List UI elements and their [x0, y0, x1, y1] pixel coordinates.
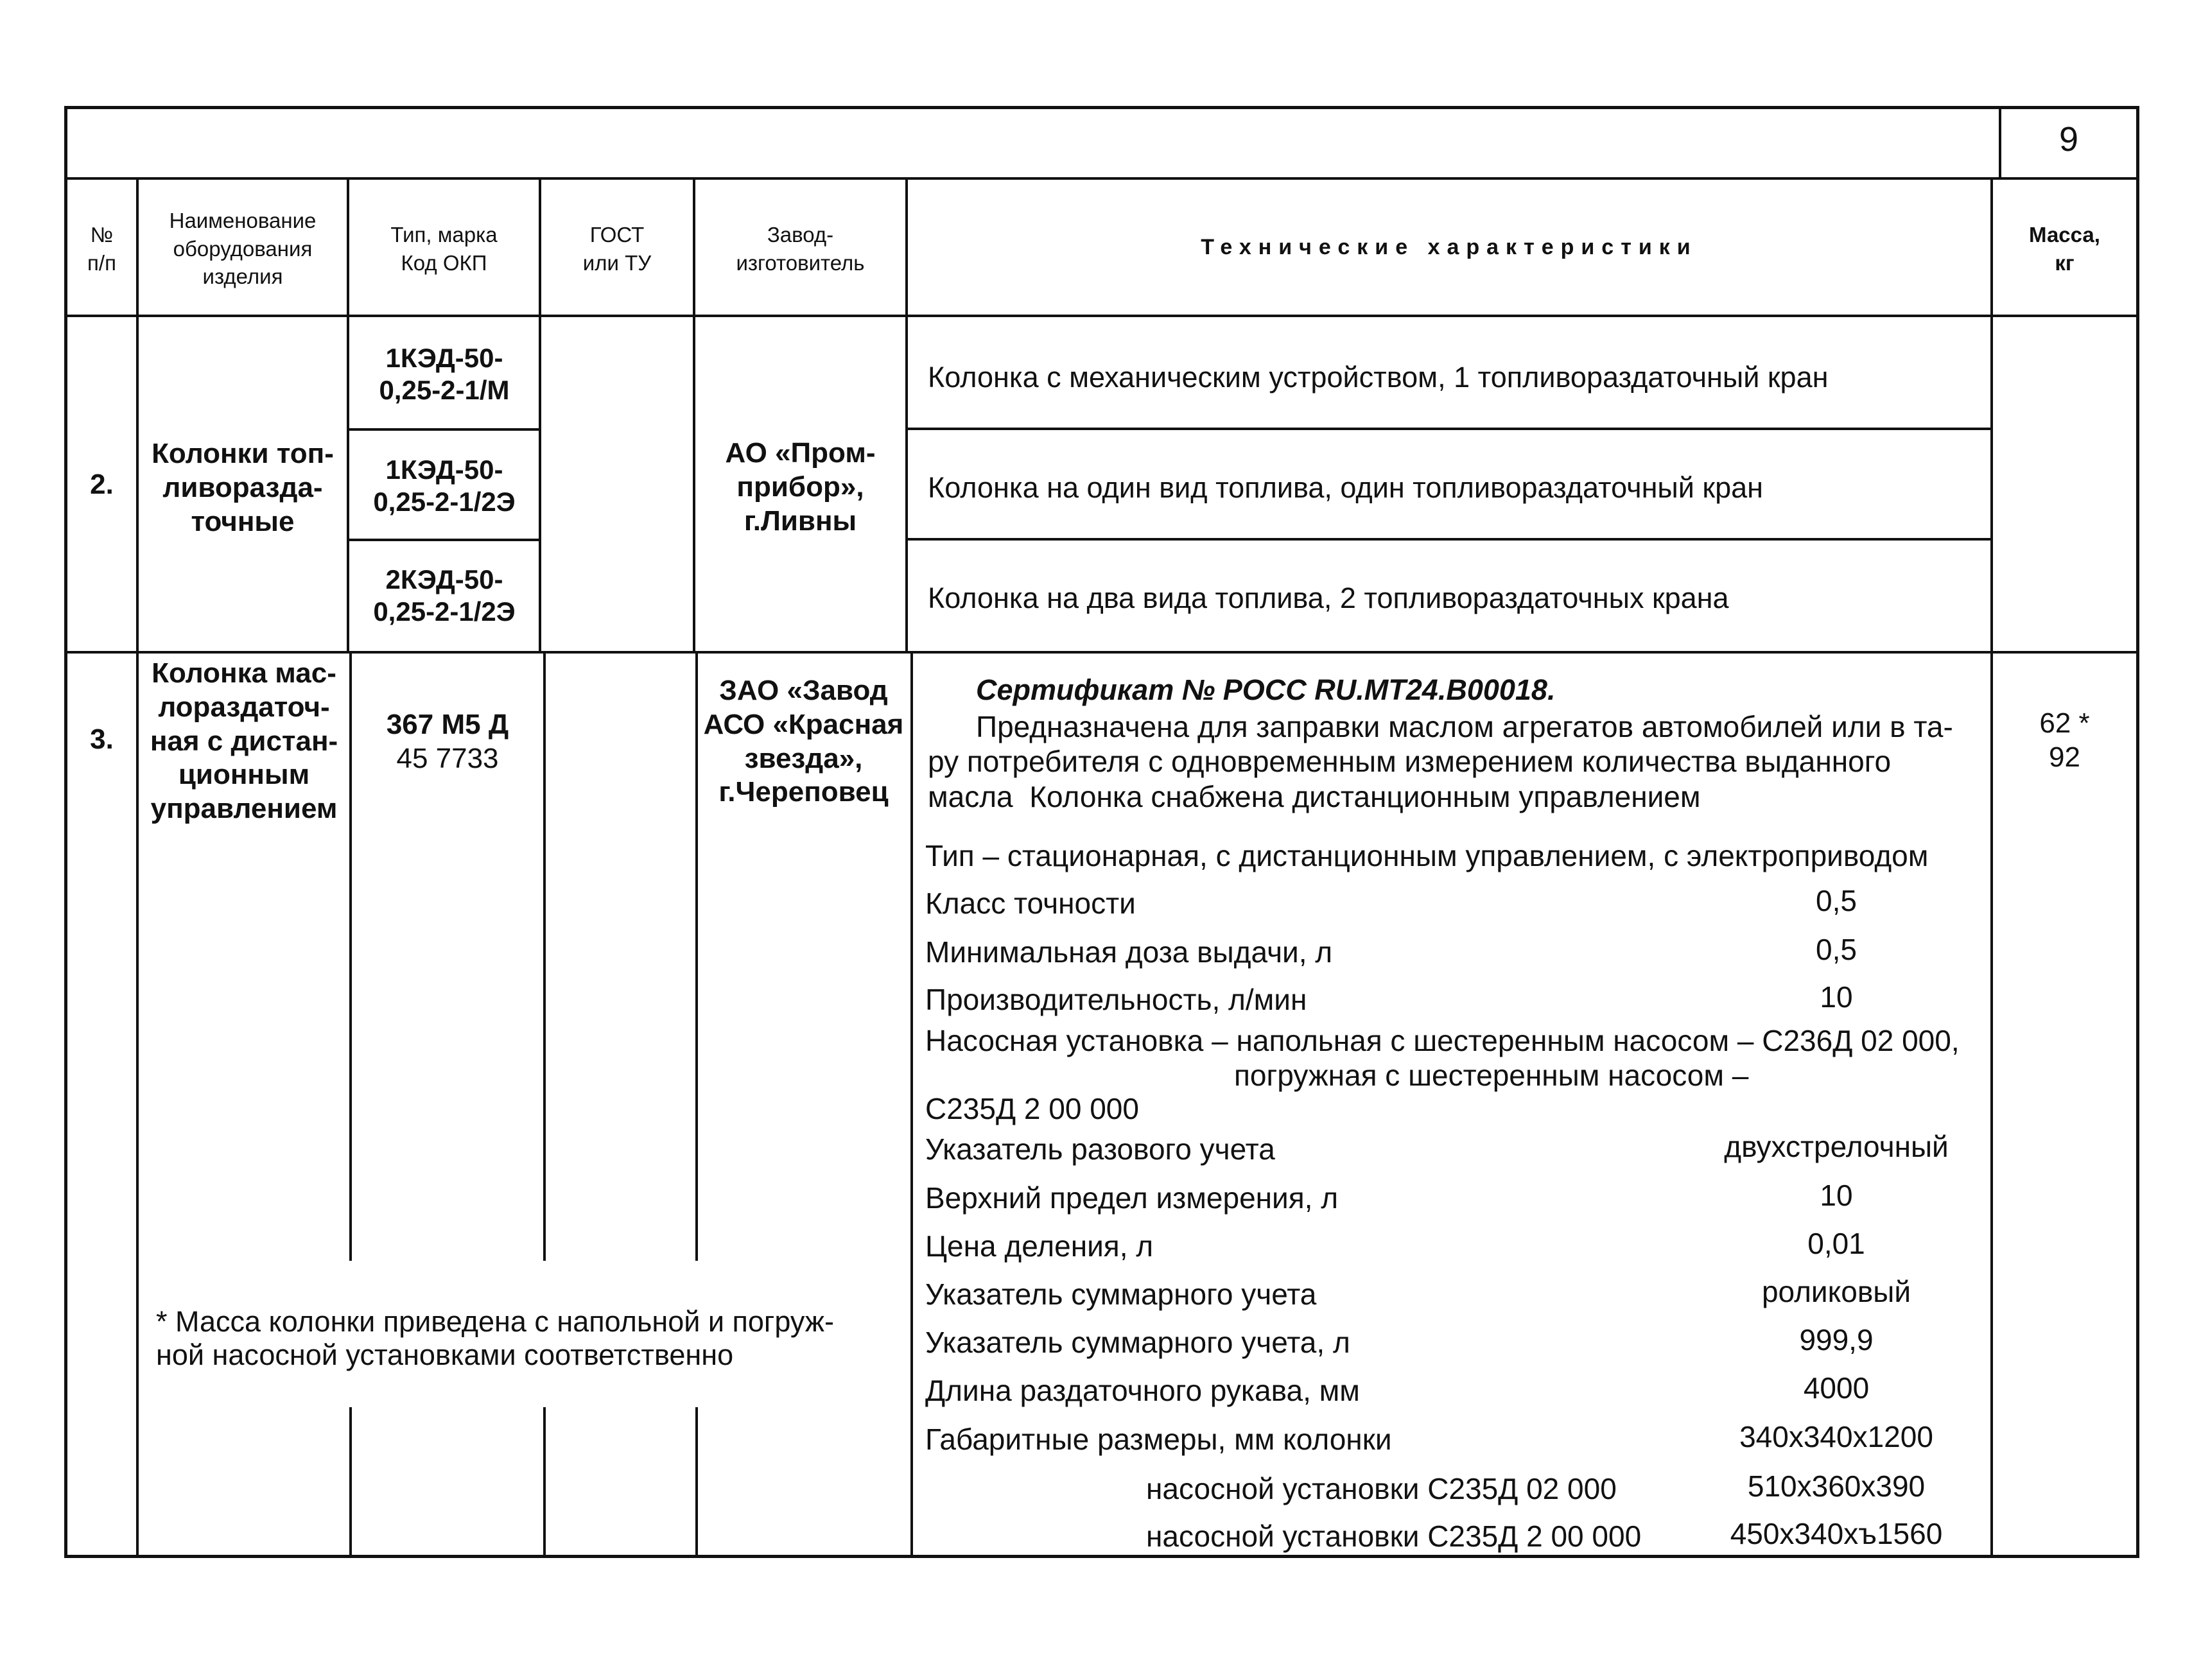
spec-label: насосной установки С235Д 02 000	[1146, 1472, 1617, 1505]
spec-value: 510х360х390	[1747, 1469, 1926, 1503]
row3-purpose: Предназначена для заправки маслом агрегатов автомобилей или в та- ру потребителя с одновременным измерением количества выданного масла Колонка снабжена дистанционным управлением	[928, 710, 1953, 813]
row3-okp-code: 45 7733	[396, 743, 499, 774]
row3-type-mark: 367 М5 Д	[386, 709, 509, 740]
spec-value: 10	[1820, 980, 1853, 1014]
row2-desc-3: Колонка на два вида топлива, 2 топливораздаточных крана	[928, 582, 1729, 614]
row2-maker: АО «Пром- прибор», г.Ливны	[725, 437, 876, 537]
row2-num: 2.	[90, 469, 114, 500]
header-num: № п/п	[87, 223, 116, 275]
page-number: 9	[2058, 120, 2079, 159]
row3-num: 3.	[90, 723, 114, 755]
spec-label: Длина раздаточного рукава, мм	[925, 1374, 1360, 1407]
spec-value: двухстрелочный	[1724, 1130, 1949, 1163]
row2-type-2: 1КЭД-50- 0,25-2-1/2Э	[373, 455, 516, 517]
header-name: Наименование оборудования изделия	[169, 209, 317, 289]
header-tech: Технические характеристики	[1201, 235, 1698, 259]
spec-value: 0,5	[1816, 884, 1857, 917]
row3-maker: ЗАО «Завод АСО «Красная звезда», г.Череповец	[703, 675, 904, 808]
spec-value: 10	[1820, 1179, 1853, 1212]
spec-label: насосной установки С235Д 2 00 000	[1146, 1520, 1642, 1553]
spec-label: Указатель суммарного учета, л	[925, 1326, 1350, 1359]
row3-mass: 62 * 92	[2039, 707, 2090, 773]
header-gost: ГОСТ или ТУ	[582, 223, 652, 275]
pump-line-2: погружная с шестеренным насосом –	[1234, 1059, 1749, 1092]
footnote: * Масса колонки приведена с напольной и погруж- ной насосной установками соответственно	[156, 1305, 834, 1372]
spec-value: 450х340хъ1560	[1730, 1517, 1943, 1550]
spec-value: 340х340х1200	[1739, 1420, 1933, 1453]
pump-line-1: Насосная установка – напольная с шестеренным насосом – С236Д 02 000,	[925, 1024, 1960, 1057]
header-type: Тип, марка Код ОКП	[390, 223, 498, 275]
spec-value: 4000	[1803, 1371, 1870, 1405]
spec-label: Производительность, л/мин	[925, 983, 1307, 1016]
spec-label: Минимальная доза выдачи, л	[925, 935, 1333, 969]
row2-name: Колонки топ- ливоразда- точные	[152, 438, 334, 537]
spec-label: Верхний предел измерения, л	[925, 1181, 1339, 1215]
row3-type-line: Тип – стационарная, с дистанционным управлением, с электроприводом	[925, 839, 1929, 872]
spec-label: Класс точности	[925, 887, 1136, 920]
header-maker: Завод- изготовитель	[736, 223, 865, 275]
spec-value: 0,5	[1816, 933, 1857, 966]
spec-label: Указатель разового учета	[925, 1132, 1275, 1166]
spec-value: 0,01	[1807, 1227, 1865, 1260]
spec-label: Указатель суммарного учета	[925, 1277, 1317, 1311]
row2-desc-1: Колонка с механическим устройством, 1 топливораздаточный кран	[928, 361, 1829, 394]
row3-certificate: Сертификат № РОСС RU.MT24.B00018.	[976, 673, 1556, 706]
header-mass: Масса, кг	[2029, 223, 2100, 275]
row2-type-1: 1КЭД-50- 0,25-2-1/М	[379, 343, 510, 406]
row3-name: Колонка мас- лораздаточ- ная с дистан- ционным управлением	[150, 657, 338, 825]
spec-label: Габаритные размеры, мм колонки	[925, 1423, 1392, 1456]
row2-type-3: 2КЭД-50- 0,25-2-1/2Э	[373, 564, 516, 627]
pump-line-3: С235Д 2 00 000	[925, 1092, 1139, 1125]
spec-value: 999,9	[1799, 1323, 1874, 1356]
spec-value: роликовый	[1761, 1275, 1911, 1308]
row2-desc-2: Колонка на один вид топлива, один топливораздаточный кран	[928, 471, 1764, 504]
spec-label: Цена деления, л	[925, 1229, 1154, 1263]
